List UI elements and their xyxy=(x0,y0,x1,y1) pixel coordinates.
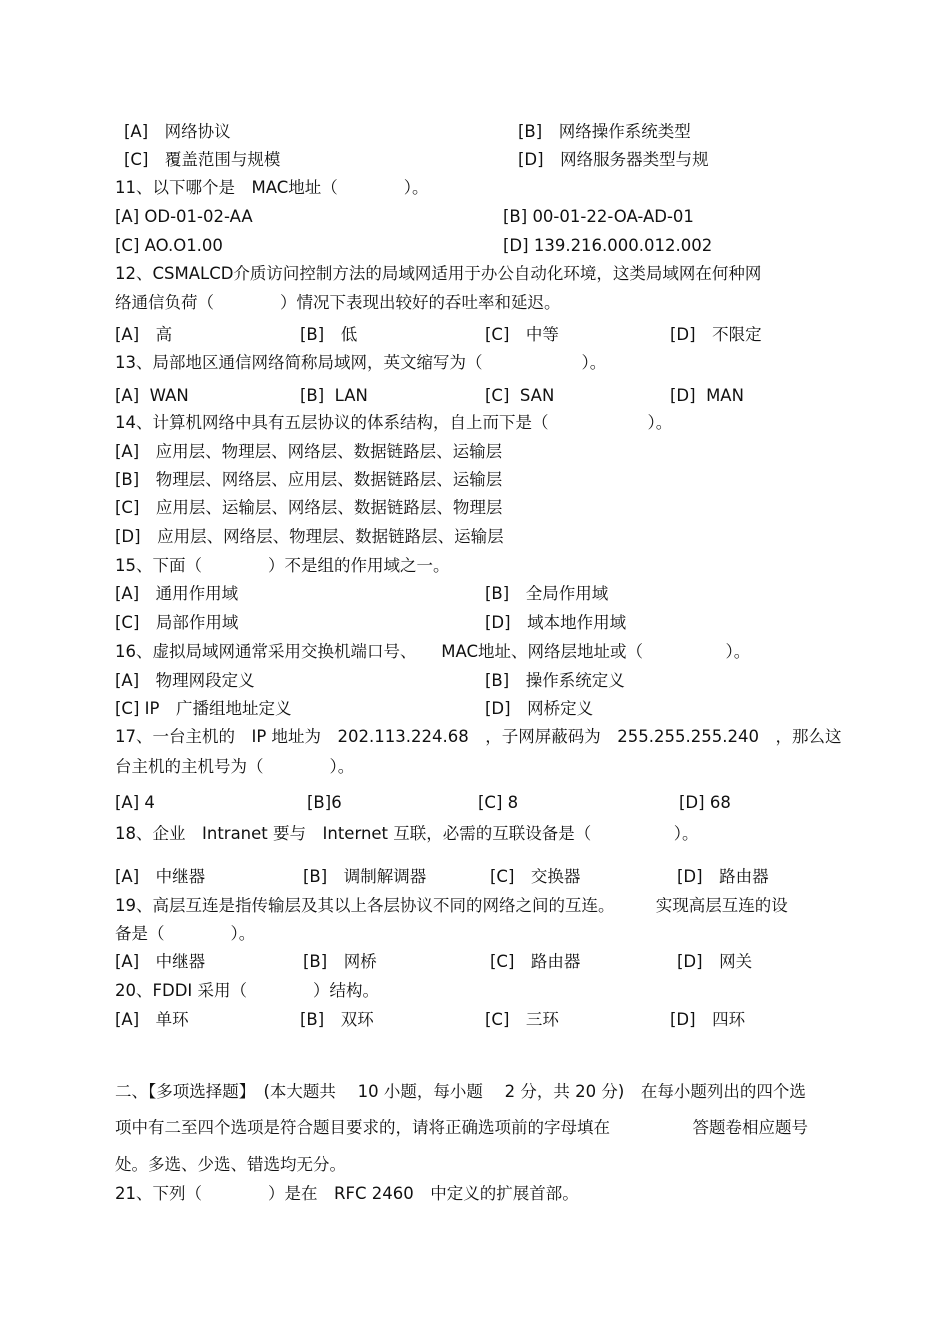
q12-stem-line1: 12、CSMALCD介质访问控制方法的局域网适用于办公自动化环境，这类局域网在何种网 xyxy=(115,264,762,283)
q11-option-d: [D] 139.216.000.012.002 xyxy=(503,236,713,255)
q11-option-a: [A] OD-01-02-AA xyxy=(115,207,253,226)
q14-option-d: [D] 应用层、网络层、物理层、数据链路层、运输层 xyxy=(115,527,504,546)
q15-option-b: [B] 全局作用域 xyxy=(485,584,609,603)
q18-option-c: [C] 交换器 xyxy=(490,867,581,886)
q15-option-d: [D] 域本地作用域 xyxy=(485,613,627,632)
q17-option-c: [C] 8 xyxy=(478,793,519,812)
q18-option-d: [D] 路由器 xyxy=(677,867,769,886)
q16-option-a: [A] 物理网段定义 xyxy=(115,671,255,690)
q13-option-d: [D] MAN xyxy=(670,386,744,405)
section2-intro-line2: 项中有二至四个选项是符合题目要求的，请将正确选项前的字母填在 答题卷相应题号 xyxy=(115,1118,808,1137)
q20-option-c: [C] 三环 xyxy=(485,1010,559,1029)
q16-option-c: [C] IP 广播组地址定义 xyxy=(115,699,292,718)
q13-option-a: [A] WAN xyxy=(115,386,189,405)
q20-option-b: [B] 双环 xyxy=(300,1010,374,1029)
q12-option-d: [D] 不限定 xyxy=(670,325,762,344)
q19-option-b: [B] 网桥 xyxy=(303,952,377,971)
q19-stem-line2: 备是（ ）。 xyxy=(115,924,256,943)
q15-option-c: [C] 局部作用域 xyxy=(115,613,239,632)
q15-stem: 15、下面（ ）不是组的作用域之一。 xyxy=(115,556,450,575)
q21-stem: 21、下列（ ）是在 RFC 2460 中定义的扩展首部。 xyxy=(115,1184,579,1203)
q13-option-c: [C] SAN xyxy=(485,386,555,405)
q18-option-a: [A] 中继器 xyxy=(115,867,206,886)
q11-option-c: [C] AO.O1.00 xyxy=(115,236,223,255)
q20-option-a: [A] 单环 xyxy=(115,1010,189,1029)
q14-stem: 14、计算机网络中具有五层协议的体系结构，自上而下是（ ）。 xyxy=(115,413,673,432)
q10-option-c: [C] 覆盖范围与规模 xyxy=(124,150,281,169)
section2-intro-line3: 处。多选、少选、错选均无分。 xyxy=(115,1155,346,1174)
q14-option-b: [B] 物理层、网络层、应用层、数据链路层、运输层 xyxy=(115,470,503,489)
q18-stem: 18、企业 Intranet 要与 Internet 互联，必需的互联设备是（ ）。 xyxy=(115,824,699,843)
q19-option-c: [C] 路由器 xyxy=(490,952,581,971)
section2-intro-line1: 二、【多项选择题】 (本大题共 10 小题，每小题 2 分，共 20 分) 在每小题列出的四个选 xyxy=(115,1082,806,1101)
q17-stem-line2: 台主机的主机号为（ ）。 xyxy=(115,757,355,776)
q20-stem: 20、FDDI 采用（ ）结构。 xyxy=(115,981,380,1000)
q10-option-a: [A] 网络协议 xyxy=(124,122,231,141)
q12-option-c: [C] 中等 xyxy=(485,325,559,344)
q19-option-d: [D] 网关 xyxy=(677,952,753,971)
q14-option-a: [A] 应用层、物理层、网络层、数据链路层、运输层 xyxy=(115,442,503,461)
q17-option-a: [A] 4 xyxy=(115,793,155,812)
q14-option-c: [C] 应用层、运输层、网络层、数据链路层、物理层 xyxy=(115,498,503,517)
q13-stem: 13、局部地区通信网络简称局域网，英文缩写为（ ）。 xyxy=(115,353,607,372)
q13-option-b: [B] LAN xyxy=(300,386,368,405)
q20-option-d: [D] 四环 xyxy=(670,1010,746,1029)
q17-option-b: [B]6 xyxy=(307,793,342,812)
q12-stem-line2: 络通信负荷（ ）情况下表现出较好的吞吐率和延迟。 xyxy=(115,293,561,312)
q12-option-b: [B] 低 xyxy=(300,325,358,344)
q17-stem-line1: 17、一台主机的 IP 地址为 202.113.224.68 ，子网屏蔽码为 255.255.255.240 ，那么这 xyxy=(115,727,842,746)
q17-option-d: [D] 68 xyxy=(679,793,731,812)
q16-option-b: [B] 操作系统定义 xyxy=(485,671,625,690)
q19-stem-line1: 19、高层互连是指传输层及其以上各层协议不同的网络之间的互连。 实现高层互连的设 xyxy=(115,896,788,915)
q11-option-b: [B] 00-01-22-OA-AD-01 xyxy=(503,207,694,226)
q12-option-a: [A] 高 xyxy=(115,325,173,344)
q19-option-a: [A] 中继器 xyxy=(115,952,206,971)
q16-option-d: [D] 网桥定义 xyxy=(485,699,594,718)
q11-stem: 11、以下哪个是 MAC地址（ ）。 xyxy=(115,178,429,197)
q10-option-b: [B] 网络操作系统类型 xyxy=(518,122,691,141)
q10-option-d: [D] 网络服务器类型与规 xyxy=(518,150,709,169)
q18-option-b: [B] 调制解调器 xyxy=(303,867,427,886)
q16-stem: 16、虚拟局域网通常采用交换机端口号、 MAC地址、网络层地址或（ ）。 xyxy=(115,642,751,661)
q15-option-a: [A] 通用作用域 xyxy=(115,584,239,603)
